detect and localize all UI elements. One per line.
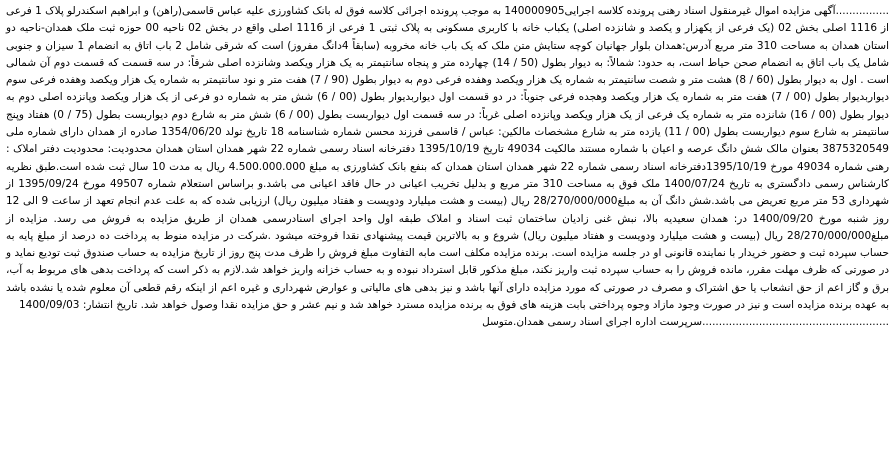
notice-body-text: ................آگهی مزایده اموال غیرمنقول اسناد رهنی پرونده کلاسه اجرایی140000905 به موجب پرونده اجرائی کلاسه فوق له بانک کشاورزی علیه عباس قاسمی(راهن) و ابراهیم اسکندرلو پلاک 1 فرعی از 1116 اصلی بخش 02 (یک فرعی از یکهزار و یکصد و شانزده اصلی) یکباب خانه با کاربری مسکونی به پلاک ثبتی 1 فرعی از 1116 اصلی واقع در بخش 02 ناحیه 00 حوزه ثبت ملک همدان-ناحیه دو استان همدان به مساحت 310 متر مربع آدرس:همدان بلوار جهانیان کوچه ستایش متن ملک که یک باب خانه مخروبه (سابقاً 4دانگ مفروز) است که شرقی شامل 2 باب اتاق به انضمام 1 سیزان و جنوبی شامل یک باب اتاق به انضمام صحن حیاط است، به حدود: شمالاً: به دیوار بطول (50 / 14) چهارده متر و پنجاه سانتیمتر به یک هزار ویکصد وشانزده اصلی شرقاً: در سه قسمت که قسمت دوم آن شمالی است . اول به دیوار بطول (60 / 8) هشت متر و شصت سانتیمتر به شماره یک هزار ویکصد وهفده فرعی دوم به دیوار بطول (90 / 7) هفت متر و نود سانتیمتر به شماره یک هزار ویکصد وهفده فرعی سوم دیواربدیوار بطول (00 / 7) هفت متر به شماره یک هزار ویکصد وهجده فرعی جنوباً: در دو قسمت اول دیواربدیوار بطول (00 / 6) شش متر به شماره دو فرعی از یک هزار ویکصد وپانزده اصلی دوم به دیوار بطول (00 / 16) شانزده متر به شماره یک فرعی از یک هزار ویکصد وپانزده اصلی غرباً: در سه قسمت اول دیواربست بطول (00 / 6) شش متر به شارع دوم دیواربست بطول (75 / 0) هفتاد وپنج سانتیمتر به شارع سوم دیواربست بطول (00 / 11) یازده متر به شارع مشخصات مالکین: عباس / قاسمی فرزند محسن شماره شناسنامه 18 تاریخ تولد 1354/06/20 صادره از همدان دارای شماره ملی 3875320549 بعنوان مالک شش دانگ عرصه و اعیان با شماره مستند مالکیت 49034 تاریخ 1395/10/19 دفترخانه اسناد رسمی شماره 22 شهر همدان استان همدان محدودیت: محدودیت دفتر املاک : رهنی شماره 49034 مورخ 1395/10/19دفترخانه اسناد رسمی شماره 22 شهر همدان استان همدان که بنفع بانک کشاورزی به مبلغ 4.500.000.000 ریال به مدت 10 سال ثبت شده است.طبق نظریه کارشناس رسمی دادگستری به تاریخ 1400/07/24 ملک فوق به مساحت 310 متر مربع و بدلیل تخریب اعیانی در حال فاقد اعیانی می باشد.و براساس استعلام شماره 49507 مورخ 1395/09/24 از شهرداری 53 متر مربع تعریض می باشد.شش دانگ آن به مبلغ28/270/000/000 ریال (بیست و هشت میلیارد ودویست و هفتاد میلیون ریال) ارزیابی شده که به علت عدم انجام تعهد از ساعت 9 الی 12 روز شنبه مورخ 1400/09/20 در: همدان سعیدیه بالا، نبش غنی زادیان ساختمان ثبت اسناد و املاک طبقه اول واحد اجرای اسنادرسمی همدان از طریق مزایده به فروش می رسد. مزایده از مبلغ28/270/000/000 ریال (بیست و هشت میلیارد ودویست و هفتاد میلیون ریال) شروع و به بالاترین قیمت پیشنهادی نقدا فروخته میشود .شرکت در مزایده منوط به پرداخت ده درصد از مبلغ پایه به حساب سپرده ثبت و حضور خریدار با نماینده قانونی او در جلسه مزایده است. برنده مزایده مکلف است مابه التفاوت مبلغ فروش را ظرف مدت پنج روز از تاریخ مزایده به حساب صندوق ثبت تودیع نماید و در صورتی که ظرف مهلت مقرر، مانده فروش را به حساب سپرده ثبت واریز نکند، مبلغ مذکور قابل استرداد نبوده و به حساب خزانه واریز خواهد شد.لازم به ذکر است که پرداخت بدهی های مربوط به آب، برق و گاز اعم از حق انشعاب یا حق اشتراک و مصرف در صورتی که مورد مزایده دارای آنها باشد و نیز بدهی های مالیاتی و عوارض شهرداری و غیره اعم از اینکه رقم قطعی آن معلوم شده یا نشده باشد به عهده برنده مزایده است و نیز در صورت وجود مازاد وجوه پرداختی بابت هزینه های فوق به برنده مزایده مسترد خواهد شد و نیم عشر و حق مزایده نقدا وصول خواهد شد. تاریخ انتشار: 1400/09/03 [5,5,890,312]
notice-signature: ........................................................سرپرست اداره اجرای اسناد رسمی همدان.متوسل [482,316,889,329]
